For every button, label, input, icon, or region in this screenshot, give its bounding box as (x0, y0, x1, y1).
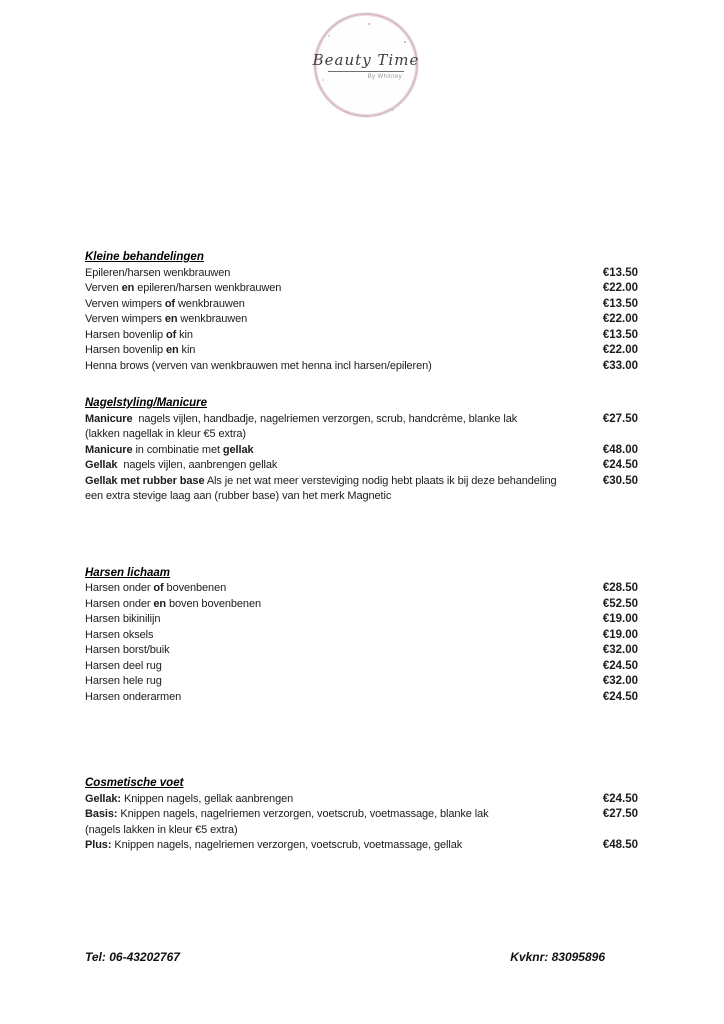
section-nagelstyling-manicure (85, 396, 638, 505)
text-run: epileren/harsen wenkbrauwen (134, 282, 282, 294)
service-description (85, 458, 596, 474)
service-description (85, 597, 596, 613)
footer-phone: Tel: 06-43202767 (85, 950, 180, 964)
service-price: €48.00 (602, 443, 638, 456)
text-run: Gellak met rubber base (85, 474, 205, 487)
service-price: €33.00 (602, 359, 638, 372)
text-run: Knippen nagels, gellak aanbrengen (121, 792, 294, 805)
service-description (85, 690, 596, 706)
service-price: €27.50 (602, 412, 638, 425)
text-run: en (165, 344, 179, 356)
text-run: of (165, 328, 177, 341)
service-price: €24.50 (602, 690, 638, 703)
text-run: Manicure (85, 412, 133, 425)
text-run: Verven (85, 282, 122, 294)
price-row (85, 792, 638, 808)
text-run: Harsen bovenlip (85, 344, 166, 356)
service-price: €13.50 (602, 266, 638, 279)
text-run: Manicure (85, 443, 133, 456)
price-row (85, 690, 638, 706)
service-description (85, 659, 596, 675)
service-price: €13.50 (602, 297, 638, 310)
text-run: boven bovenbenen (166, 597, 261, 610)
text-run: gellak (222, 443, 254, 456)
price-row (85, 823, 638, 839)
service-price: €19.00 (602, 628, 638, 641)
service-price: €22.00 (602, 344, 638, 356)
price-row (85, 489, 638, 505)
price-row (85, 312, 638, 328)
price-row (85, 474, 638, 490)
text-run: Verven wimpers (85, 297, 165, 310)
price-row (85, 807, 638, 823)
logo (314, 13, 418, 117)
price-row (85, 328, 638, 344)
text-run: Harsen hele rug (85, 675, 162, 687)
price-row (85, 343, 638, 359)
service-price: €22.00 (602, 282, 638, 294)
text-run: wenkbrauwen (175, 297, 245, 310)
price-row (85, 628, 638, 644)
text-run: nagels vijlen, aanbrengen gellak (117, 459, 278, 471)
section-title: Harsen lichaam (85, 566, 171, 579)
price-row (85, 458, 638, 474)
section-title: Cosmetische voet (85, 777, 184, 789)
text-run: Harsen onder (85, 597, 154, 610)
text-run: een extra stevige laag aan (rubber base) van het merk Magnetic (85, 490, 392, 502)
service-price: €32.00 (602, 675, 638, 687)
service-description (85, 281, 596, 297)
text-run: Harsen borst/buik (85, 644, 170, 656)
price-sections (85, 250, 638, 854)
service-price: €28.50 (602, 582, 638, 594)
text-run: Gellak (85, 459, 118, 471)
service-price: €19.00 (602, 613, 638, 625)
text-run: wenkbrauwen (177, 313, 248, 325)
service-description (85, 427, 596, 443)
text-run: Verven wimpers (85, 313, 165, 325)
text-run: Basis: (85, 808, 118, 820)
price-row (85, 443, 638, 459)
text-run: Epileren/harsen wenkbrauwen (85, 266, 231, 279)
section-harsen-lichaam (85, 566, 638, 706)
logo-title: Beauty Time (312, 50, 420, 69)
service-price: €52.50 (602, 597, 638, 610)
text-run: nagels vijlen, handbadje, nagelriemen verzorgen, scrub, handcrème, blanke lak (132, 412, 518, 425)
logo-speckles-icon (368, 23, 370, 25)
service-description (85, 581, 596, 597)
service-description (85, 792, 596, 808)
service-description (85, 328, 596, 344)
service-price: €30.50 (602, 474, 638, 487)
text-run: Harsen bikinilijn (85, 613, 161, 625)
text-run: Als je net wat meer versteviging nodig hebt plaats ik bij deze behandeling (204, 474, 557, 487)
service-description (85, 807, 596, 823)
service-description (85, 343, 596, 359)
price-row (85, 643, 638, 659)
footer (85, 950, 605, 964)
text-run: Henna brows (verven van wenkbrauwen met henna incl harsen/epileren) (85, 359, 432, 372)
price-row (85, 581, 638, 597)
service-description (85, 359, 596, 375)
text-run: Harsen onder (85, 582, 154, 594)
service-price: €13.50 (602, 328, 638, 341)
logo-divider (328, 71, 404, 72)
service-description (85, 612, 596, 628)
text-run: Gellak: (85, 792, 121, 805)
logo-subtitle: By Whitney (367, 73, 402, 80)
service-description (85, 823, 596, 839)
service-price: €24.50 (602, 459, 638, 471)
text-run: of (153, 582, 164, 594)
section-title: Kleine behandelingen (85, 251, 204, 263)
price-row (85, 266, 638, 282)
section-title: Nagelstyling/Manicure (85, 397, 208, 409)
service-description (85, 312, 596, 328)
service-description (85, 489, 596, 505)
text-run: Knippen nagels, nagelriemen verzorgen, voetscrub, voetmassage, gellak (111, 839, 463, 851)
text-run: (nagels lakken in kleur €5 extra) (85, 823, 238, 836)
service-description (85, 297, 596, 313)
text-run: Plus: (85, 839, 112, 851)
price-row (85, 674, 638, 690)
service-description (85, 838, 596, 854)
service-description (85, 643, 596, 659)
service-price: €48.50 (602, 839, 638, 851)
service-price: €24.50 (602, 659, 638, 672)
price-row (85, 281, 638, 297)
price-row (85, 412, 638, 428)
text-run: in combinatie met (132, 443, 223, 456)
logo-circle-icon (314, 13, 418, 117)
service-price: €27.50 (602, 808, 638, 820)
service-price: €32.00 (602, 644, 638, 656)
text-run: en (164, 313, 178, 325)
text-run: en (153, 597, 167, 610)
text-run: Harsen onderarmen (85, 690, 182, 703)
text-run: Harsen bovenlip (85, 328, 166, 341)
price-row (85, 659, 638, 675)
service-description (85, 443, 596, 459)
text-run: Harsen oksels (85, 628, 154, 641)
price-row (85, 359, 638, 375)
footer-kvk-number: Kvknr: 83095896 (510, 950, 605, 964)
service-description (85, 266, 596, 282)
text-run: of (164, 297, 175, 310)
service-price: €22.00 (602, 313, 638, 325)
price-row (85, 597, 638, 613)
text-run: en (121, 282, 135, 294)
service-price: €24.50 (602, 792, 638, 805)
text-run: kin (178, 344, 196, 356)
section-kleine-behandelingen (85, 250, 638, 374)
price-row (85, 427, 638, 443)
service-description (85, 628, 596, 644)
text-run: bovenbenen (163, 582, 227, 594)
text-run: Harsen deel rug (85, 659, 162, 672)
text-run: Knippen nagels, nagelriemen verzorgen, voetscrub, voetmassage, blanke lak (117, 808, 489, 820)
service-description (85, 412, 596, 428)
section-cosmetische-voet (85, 776, 638, 854)
text-run: (lakken nagellak in kleur €5 extra) (85, 428, 246, 440)
service-description (85, 474, 596, 490)
service-description (85, 674, 596, 690)
price-row (85, 297, 638, 313)
price-row (85, 838, 638, 854)
text-run: kin (176, 328, 193, 341)
price-row (85, 612, 638, 628)
